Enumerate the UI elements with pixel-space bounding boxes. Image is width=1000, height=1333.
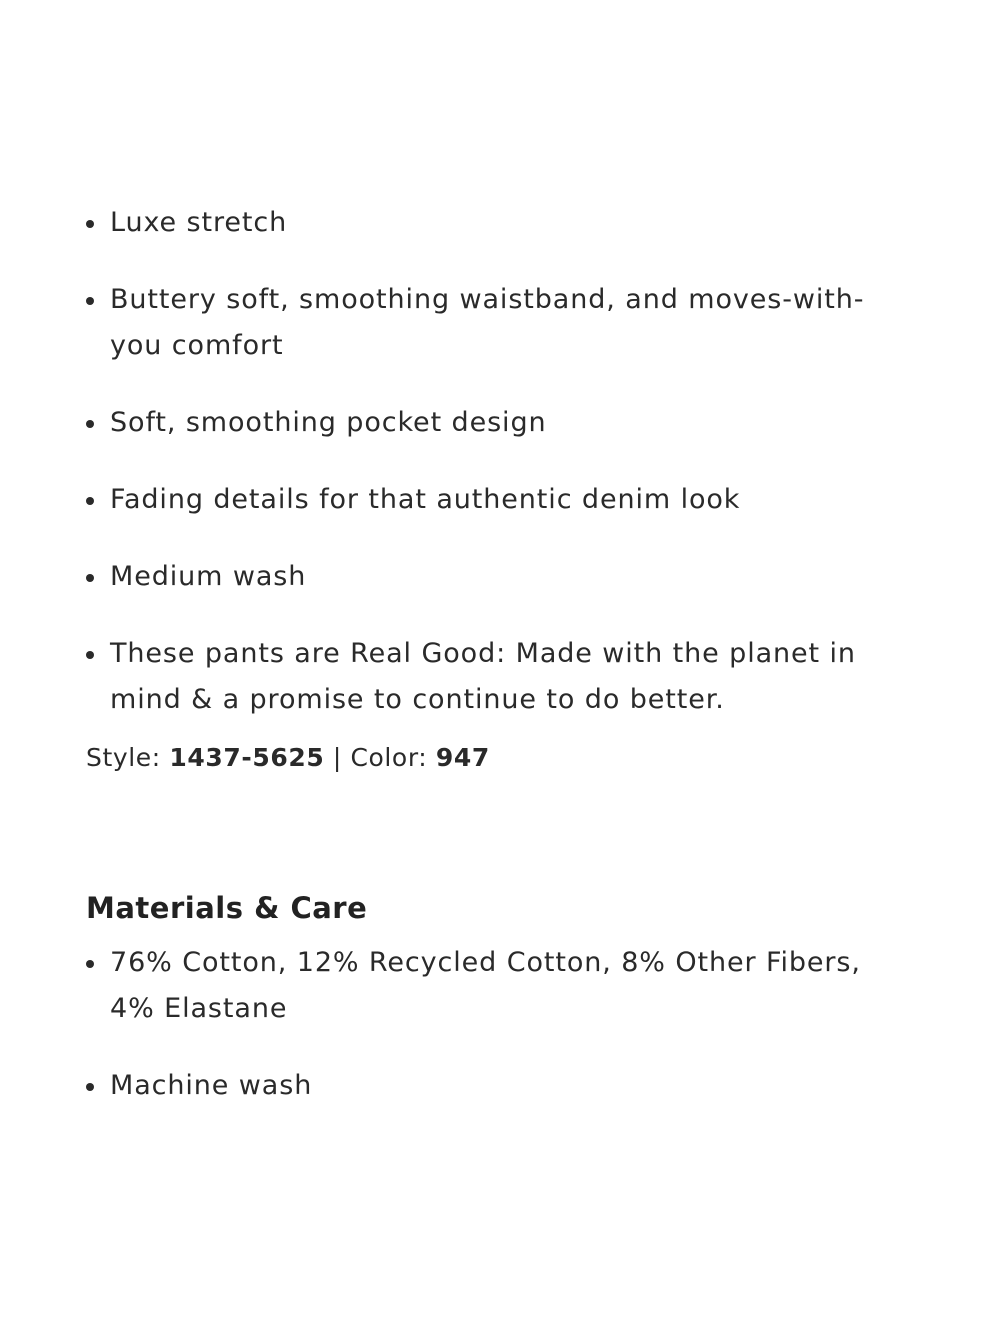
bullet-icon [86, 651, 94, 659]
style-number: 1437-5625 [169, 743, 325, 772]
feature-text: Buttery soft, smoothing waistband, and moves-with-you comfort [110, 284, 865, 361]
feature-text: Fading details for that authentic denim look [110, 484, 741, 515]
product-details [86, 200, 886, 1140]
list-item [86, 554, 886, 600]
bullet-icon [86, 1083, 94, 1091]
color-number: 947 [435, 743, 490, 772]
style-color-line [86, 738, 886, 778]
style-label: Style: [86, 743, 170, 772]
material-text: 76% Cotton, 12% Recycled Cotton, 8% Other Fibers, 4% Elastane [110, 947, 861, 1024]
list-item [86, 400, 886, 446]
feature-text: These pants are Real Good: Made with the planet in mind & a promise to continue to do better. [110, 638, 856, 715]
features-list [86, 200, 886, 723]
list-item [86, 1063, 886, 1109]
list-item [86, 940, 886, 1032]
bullet-icon [86, 420, 94, 428]
material-text: Machine wash [110, 1070, 313, 1101]
separator: | [324, 743, 351, 772]
materials-list [86, 940, 886, 1109]
materials-heading: Materials & Care [86, 891, 368, 925]
bullet-icon [86, 220, 94, 228]
list-item [86, 200, 886, 246]
feature-text: Luxe stretch [110, 207, 288, 238]
bullet-icon [86, 297, 94, 305]
list-item [86, 277, 886, 369]
bullet-icon [86, 497, 94, 505]
bullet-icon [86, 574, 94, 582]
list-item [86, 631, 886, 723]
feature-text: Soft, smoothing pocket design [110, 407, 547, 438]
bullet-icon [86, 960, 94, 968]
list-item [86, 477, 886, 523]
color-label: Color: [350, 743, 436, 772]
feature-text: Medium wash [110, 561, 307, 592]
